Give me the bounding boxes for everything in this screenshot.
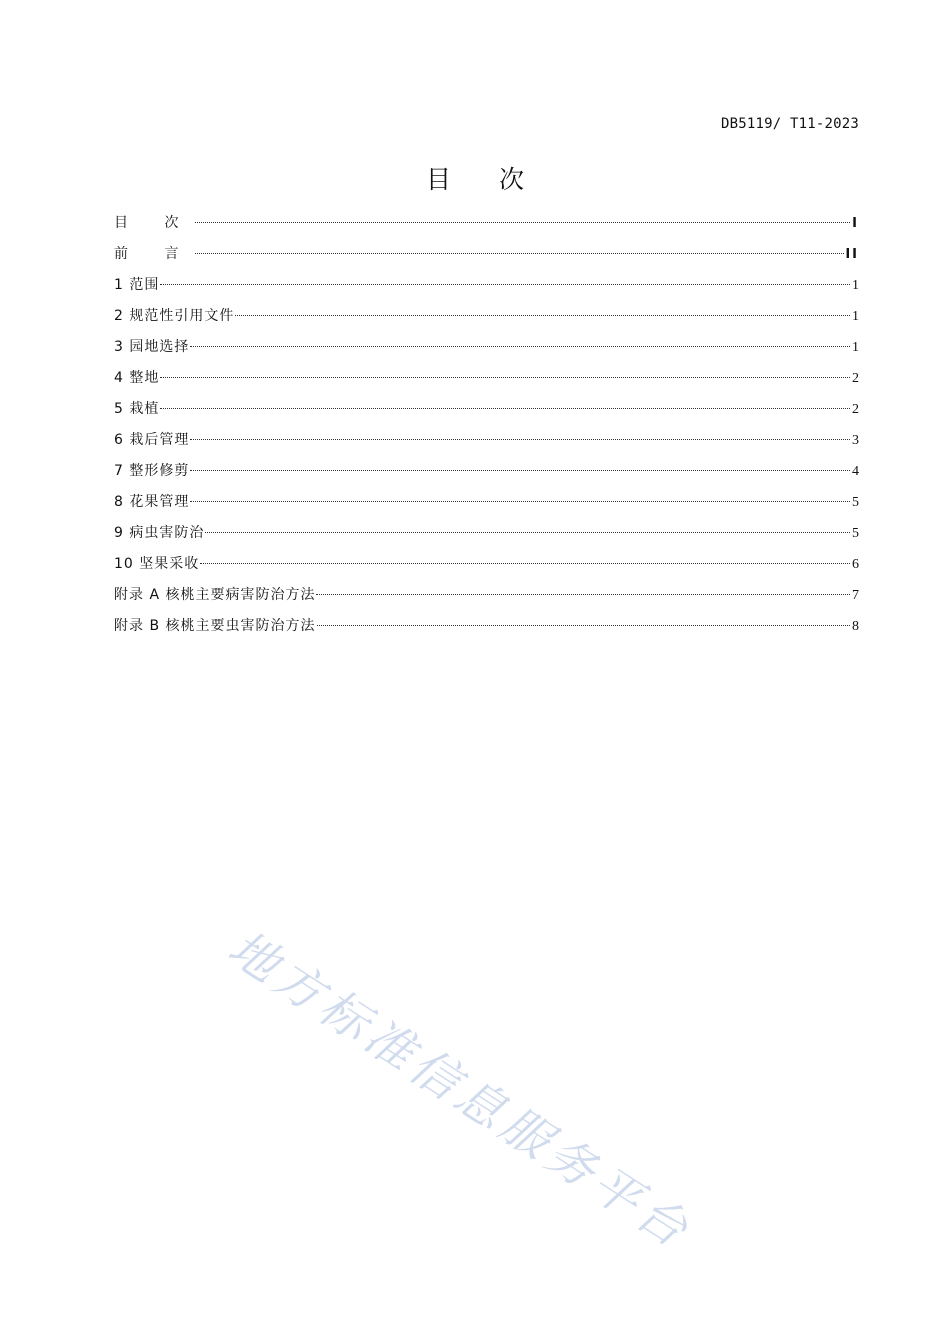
dot-leader (205, 532, 850, 533)
toc-entry-7[interactable] (114, 458, 859, 489)
dot-leader (190, 346, 850, 347)
dot-leader (190, 501, 850, 502)
toc-entry-appendix-b[interactable] (114, 613, 859, 644)
toc-entry-page: 7 (852, 588, 859, 603)
toc-entry-page: 6 (852, 557, 859, 572)
toc-entry-6[interactable] (114, 427, 859, 458)
dot-leader (235, 315, 850, 316)
dot-leader (195, 222, 850, 223)
toc-entry-9[interactable] (114, 520, 859, 551)
toc-entry-page: 8 (852, 619, 859, 634)
toc-entry-contents[interactable] (114, 210, 859, 241)
toc-entry-10[interactable] (114, 551, 859, 582)
dot-leader (190, 439, 850, 440)
toc-entry-label: 9 病虫害防治 (114, 525, 205, 541)
dot-leader (160, 408, 850, 409)
toc-entry-label: 3 园地选择 (114, 339, 190, 355)
page-title: 目 次 (426, 165, 524, 194)
dot-leader (200, 563, 850, 564)
toc-entry-label: 5 栽植 (114, 401, 160, 417)
toc-entry-foreword[interactable] (114, 241, 859, 272)
toc-entry-page: 1 (852, 309, 859, 324)
toc-entry-page: 3 (852, 433, 859, 448)
dot-leader (190, 470, 850, 471)
toc-entry-label: 前 言 (114, 246, 195, 262)
toc-entry-label: 8 花果管理 (114, 494, 190, 510)
dot-leader (317, 625, 850, 626)
toc-entry-5[interactable] (114, 396, 859, 427)
document-code: DB5119/ T11-2023 (720, 116, 859, 132)
toc-entry-8[interactable] (114, 489, 859, 520)
toc-entry-label: 6 栽后管理 (114, 432, 190, 448)
toc-entry-label: 附录 B 核桃主要虫害防治方法 (114, 618, 316, 634)
toc-entry-page: II (845, 247, 859, 262)
toc-entry-4[interactable] (114, 365, 859, 396)
toc-entry-label: 附录 A 核桃主要病害防治方法 (114, 587, 316, 603)
toc-entry-page: 2 (852, 371, 859, 386)
toc-entry-page: I (852, 216, 859, 231)
toc-entry-label: 7 整形修剪 (114, 463, 190, 479)
table-of-contents (114, 210, 859, 644)
toc-entry-page: 5 (852, 495, 859, 510)
toc-entry-1[interactable] (114, 272, 859, 303)
toc-entry-2[interactable] (114, 303, 859, 334)
toc-entry-3[interactable] (114, 334, 859, 365)
toc-entry-page: 1 (852, 278, 859, 293)
dot-leader (160, 284, 850, 285)
toc-entry-page: 2 (852, 402, 859, 417)
dot-leader (316, 594, 850, 595)
toc-entry-label: 10 坚果采收 (114, 556, 200, 572)
toc-entry-label: 2 规范性引用文件 (114, 308, 235, 324)
toc-entry-label: 4 整地 (114, 370, 160, 386)
toc-entry-label: 目 次 (114, 215, 195, 231)
toc-entry-appendix-a[interactable] (114, 582, 859, 613)
toc-entry-label: 1 范围 (114, 277, 160, 293)
dot-leader (195, 253, 844, 254)
toc-entry-page: 5 (852, 526, 859, 541)
dot-leader (160, 377, 850, 378)
toc-entry-page: 4 (852, 464, 859, 479)
watermark: 地方标准信息服务平台 (218, 919, 702, 1261)
toc-entry-page: 1 (852, 340, 859, 355)
